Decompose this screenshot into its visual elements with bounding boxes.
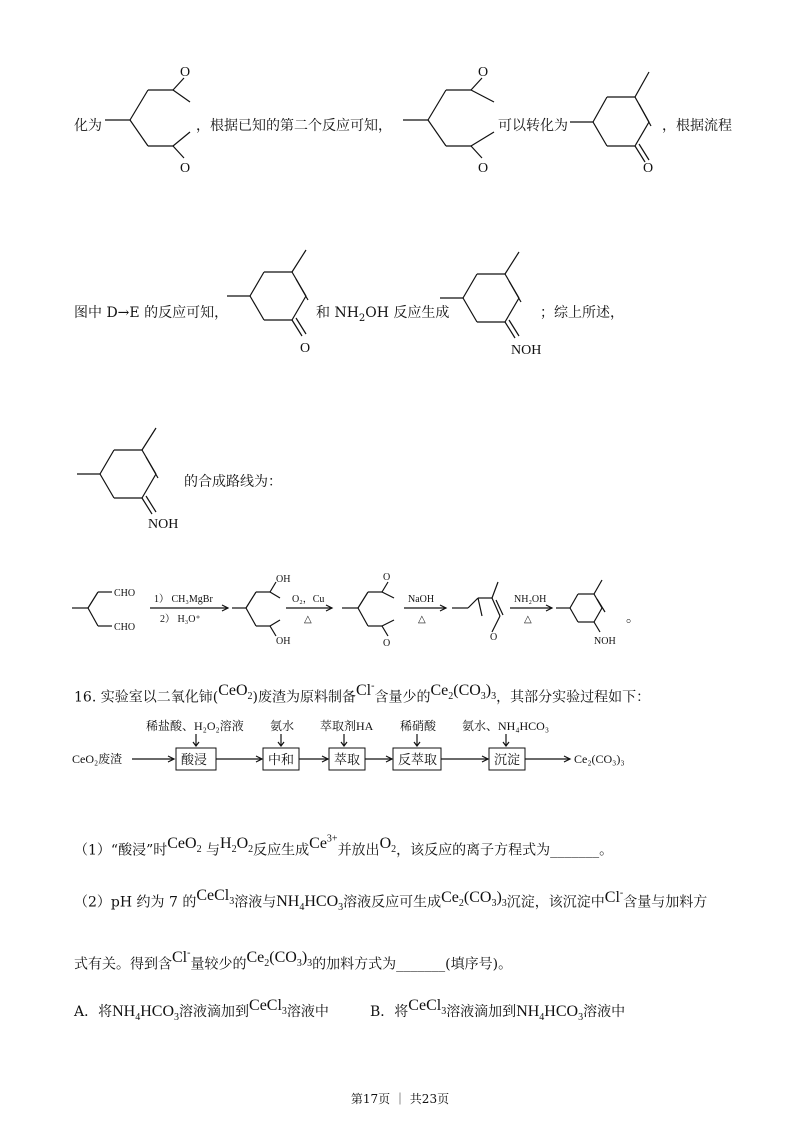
svg-text:1） CH₃MgBr: 1） CH₃MgBr <box>154 594 213 605</box>
structure-cyclohexenone-1 <box>565 62 675 182</box>
svg-text:。: 。 <box>626 611 640 626</box>
question-16-intro: 16. 实验室以二氧化铈(CeO$_2$)废渣为原料制备Cl-含量少的$Ce_2(CO_3)_3$，其部分实验过程如下： <box>74 681 651 706</box>
structure-diketone-2 <box>398 58 508 178</box>
svg-text:O: O <box>478 161 489 176</box>
svg-text:氨水: 氨水 <box>270 719 295 733</box>
text-line1-mid2: 可以转化为 <box>498 118 568 134</box>
page-footer: 第17页 ｜ 共23页 <box>350 1092 450 1106</box>
text-line1-start: 化为 <box>74 118 102 134</box>
text-line2-start: 图中 D→E 的反应可知， <box>74 305 229 321</box>
text-line2-mid: 和 $NH_2OH$ 反应生成 <box>316 305 450 324</box>
svg-text:反萃取: 反萃取 <box>398 752 438 767</box>
svg-text:OH: OH <box>276 574 291 585</box>
svg-text:△: △ <box>418 614 426 625</box>
svg-text:△: △ <box>304 614 312 625</box>
option-a: A．将$NH_4HCO_3$溶液滴加到CeCl$_3$溶液中 <box>74 997 329 1024</box>
svg-text:△: △ <box>524 614 532 625</box>
svg-text:NOH: NOH <box>148 517 179 532</box>
svg-text:OH: OH <box>276 636 291 647</box>
text-line1-end: ，根据流程 <box>662 118 732 134</box>
svg-text:O: O <box>383 572 391 583</box>
svg-text:稀硝酸: 稀硝酸 <box>400 719 437 733</box>
option-b: B．将CeCl$_3$溶液滴加到$NH_4HCO_3$溶液中 <box>370 997 626 1024</box>
svg-text:氨水、NH₄HCO₃: 氨水、NH₄HCO₃ <box>462 719 550 733</box>
text-line1-mid: ，根据已知的第二个反应可知， <box>196 118 392 134</box>
svg-text:Ce₂(CO₃)₃: Ce₂(CO₃)₃ <box>574 752 625 766</box>
structure-oxime-1 <box>435 252 545 362</box>
svg-text:萃取: 萃取 <box>334 752 361 767</box>
sub-question-1: （1）“酸浸”时CeO$_2$ 与$H_2O_2$反应生成$Ce^{3+}$并放出$O_2$，该反应的离子方程式为_______。 <box>74 834 614 859</box>
structure-oxime-2 <box>72 428 182 538</box>
svg-text:中和: 中和 <box>268 752 295 767</box>
svg-text:CHO: CHO <box>114 588 136 599</box>
svg-text:NOH: NOH <box>594 636 616 647</box>
svg-text:O: O <box>300 341 311 356</box>
svg-text:NOH: NOH <box>511 343 542 358</box>
svg-text:O₂，Cu: O₂，Cu <box>292 594 325 605</box>
process-flow <box>70 716 700 776</box>
svg-text:NaOH: NaOH <box>408 594 435 605</box>
svg-text:O: O <box>180 161 191 176</box>
svg-text:酸浸: 酸浸 <box>181 752 208 767</box>
svg-text:O: O <box>180 65 191 80</box>
structure-diketone-1 <box>100 58 210 178</box>
svg-text:O: O <box>383 638 391 649</box>
svg-text:CeO₂废渣: CeO₂废渣 <box>72 752 123 766</box>
svg-text:NH₂OH: NH₂OH <box>514 594 547 605</box>
synthesis-route <box>70 570 660 650</box>
sub-question-2: （2）pH 约为 7 的CeCl$_3$溶液与$NH_4HCO_3$溶液反应可生成$Ce_2(CO_3)_3$沉淀，该沉淀中Cl-含量与加料方 <box>74 887 708 914</box>
text-line2-end: ；综上所述， <box>540 305 624 321</box>
svg-text:2） H₃O⁺: 2） H₃O⁺ <box>160 614 201 625</box>
svg-text:萃取剂HA: 萃取剂HA <box>320 719 374 733</box>
svg-text:O: O <box>643 161 654 176</box>
text-line3: 的合成路线为： <box>184 474 282 490</box>
svg-text:O: O <box>478 65 489 80</box>
svg-text:稀盐酸、H₂O₂溶液: 稀盐酸、H₂O₂溶液 <box>146 719 244 733</box>
svg-text:O: O <box>490 632 498 643</box>
svg-text:沉淀: 沉淀 <box>494 752 521 767</box>
sub-question-2-cont: 式有关。得到含Cl-量较少的$Ce_2(CO_3)_3$的加料方式为_______(填序号)。 <box>74 948 513 973</box>
svg-text:CHO: CHO <box>114 622 136 633</box>
